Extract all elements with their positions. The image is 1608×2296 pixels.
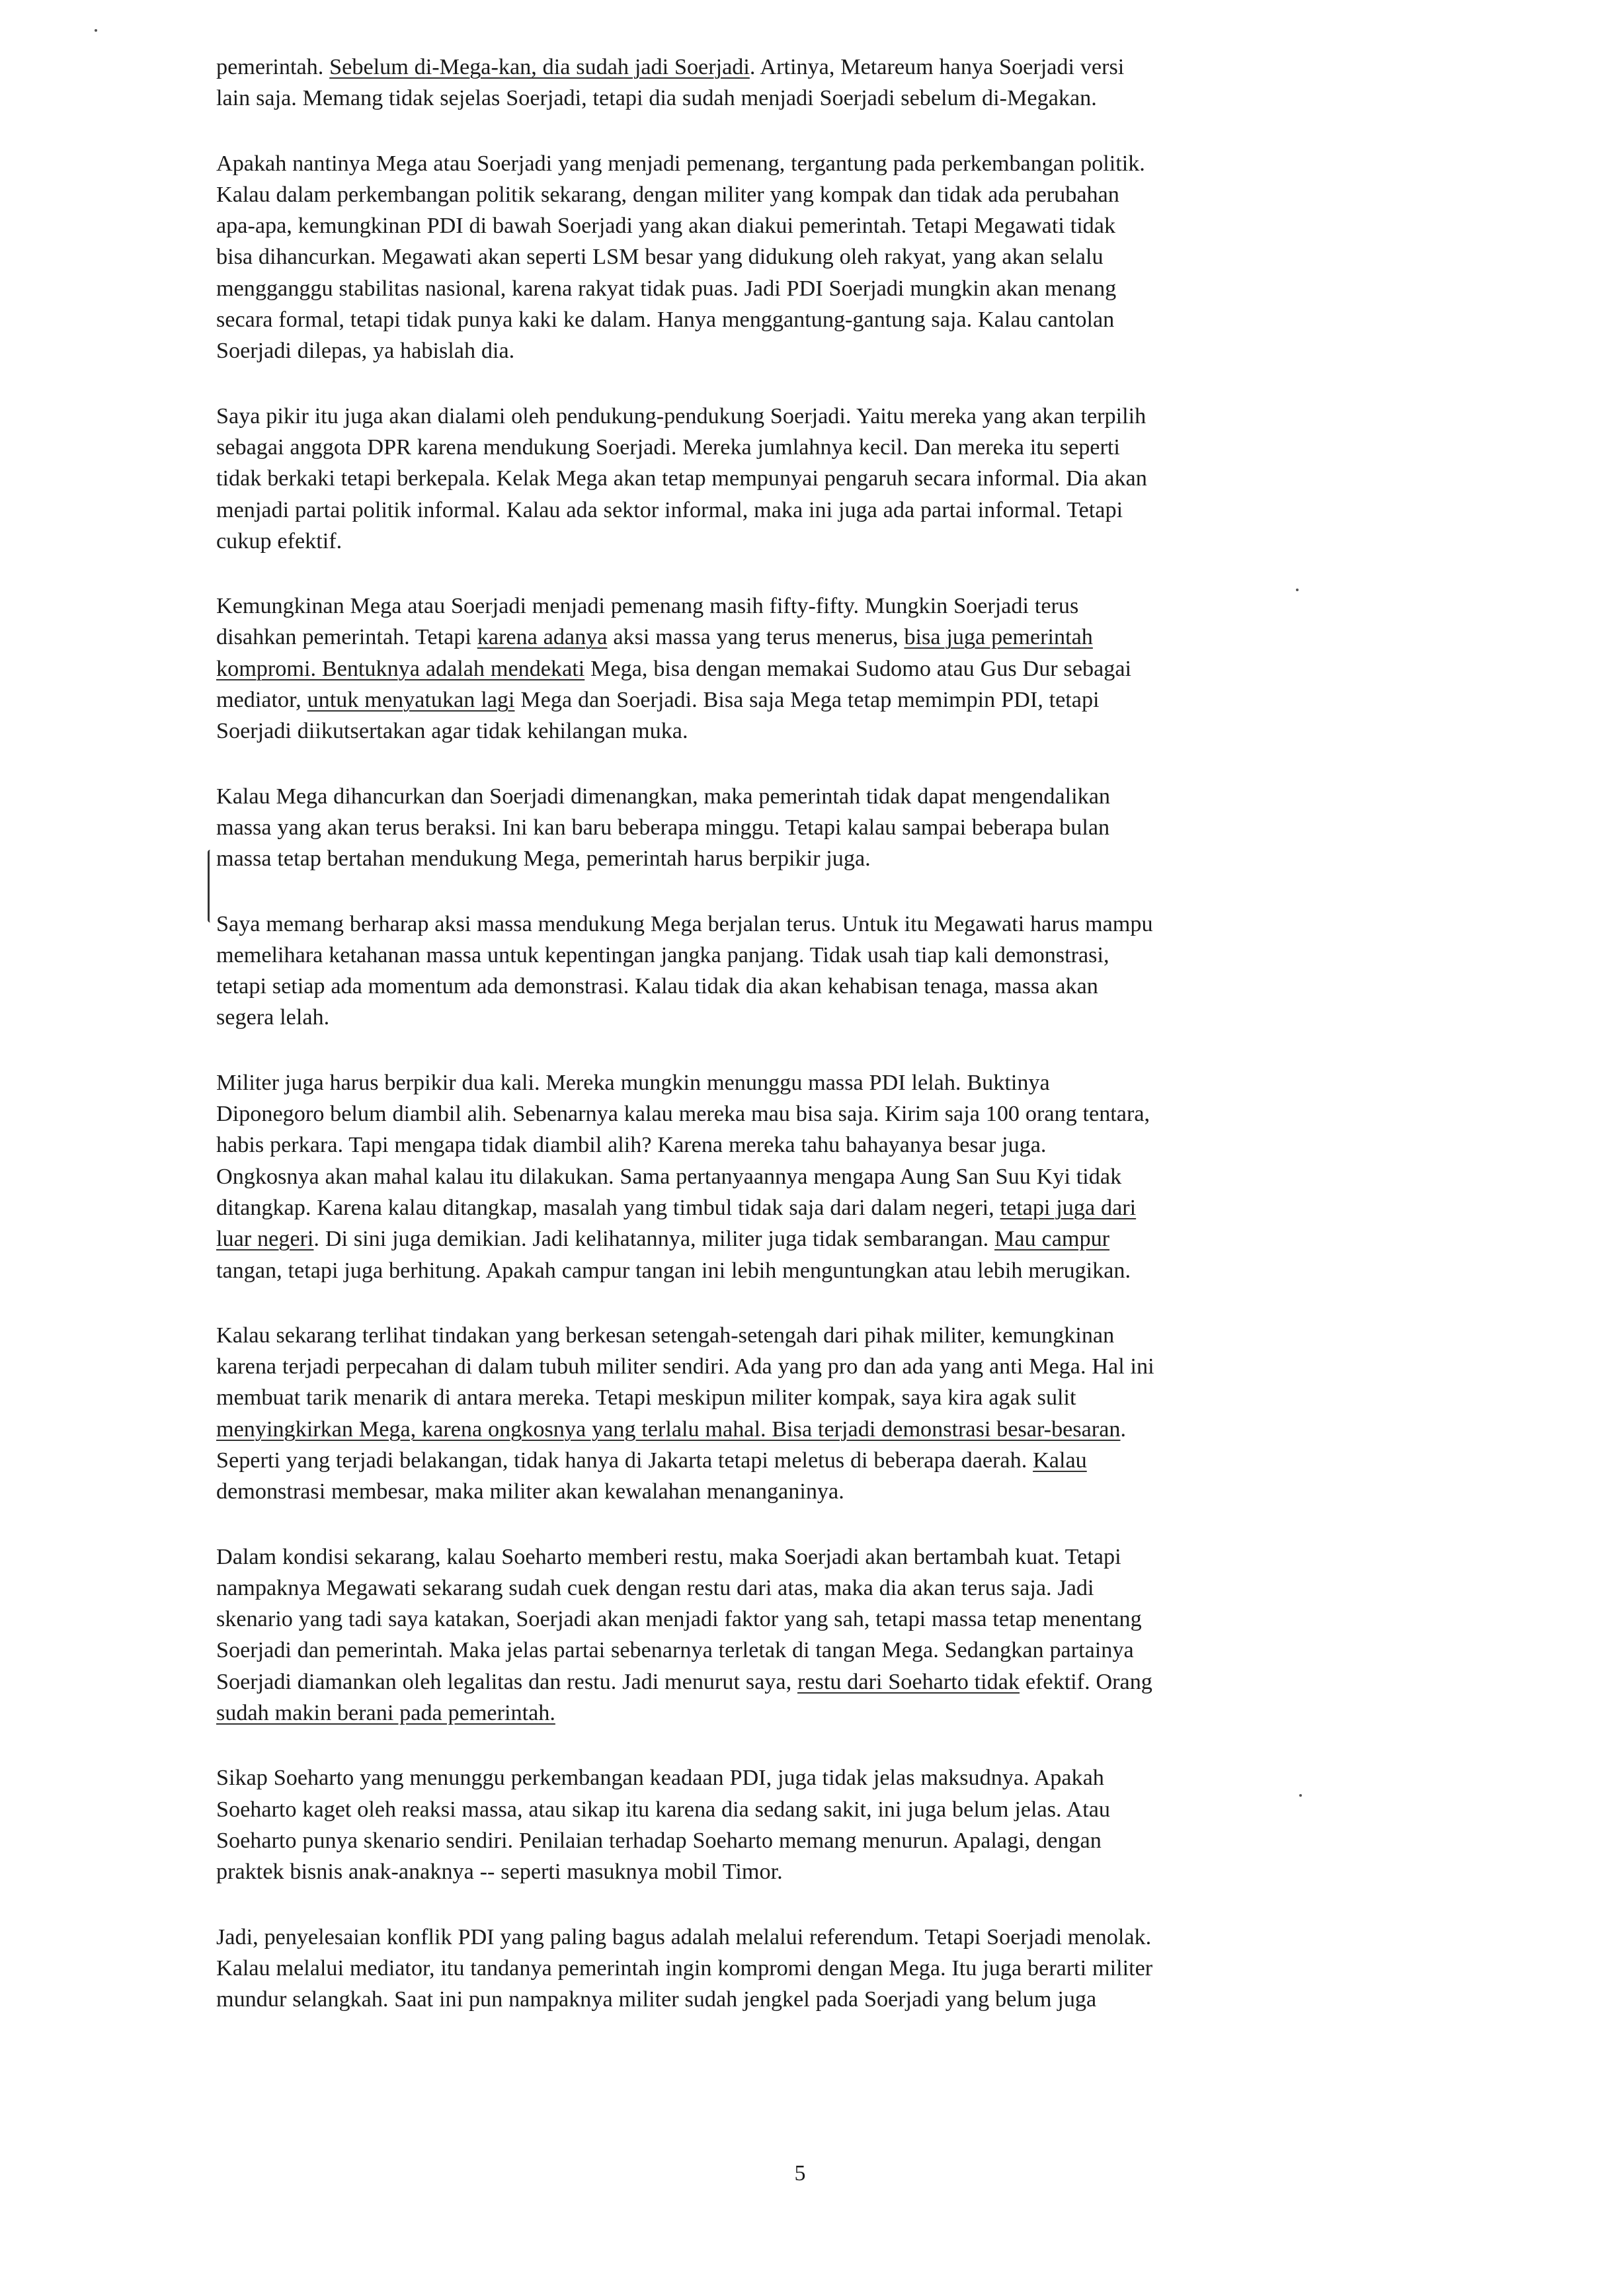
text-line [216, 940, 1383, 971]
handwritten-underline-text: Mau campur [994, 1227, 1110, 1252]
text-segment: Kalau sekarang terlihat tindakan yang berkesan setengah-setengah dari pihak militer, kemungkinan [216, 1323, 1115, 1348]
handwritten-underline-text: luar negeri [216, 1227, 314, 1252]
paragraph [216, 1762, 1383, 1887]
page-number: 5 [794, 2161, 806, 2186]
text-line [216, 843, 1383, 874]
text-line [216, 52, 1383, 83]
text-segment: lain saja. Memang tidak sejelas Soerjadi, tetapi dia sudah menjadi Soerjadi sebelum di-Megakan. [216, 86, 1097, 111]
text-segment: Soerjadi diamankan oleh legalitas dan restu. Jadi menurut saya, [216, 1669, 797, 1694]
handwritten-underline-text: Sebelum di-Mega-kan, dia sudah jadi Soerjadi [329, 55, 750, 79]
text-line [216, 432, 1383, 463]
text-segment: massa tetap bertahan mendukung Mega, pemerintah harus berpikir juga. [216, 846, 871, 872]
handwritten-underline-text: bisa juga pemerintah [904, 625, 1093, 650]
text-line [216, 812, 1383, 843]
body-text [216, 52, 1383, 2015]
text-segment: sebagai anggota DPR karena mendukung Soerjadi. Mereka jumlahnya kecil. Dan mereka itu seperti [216, 434, 1120, 460]
text-segment: Mega, bisa dengan memakai Sudomo atau Gus Dur sebagai [584, 656, 1132, 681]
text-line [216, 1476, 1383, 1507]
text-segment: Kalau melalui mediator, itu tandanya pemerintah ingin kompromi dengan Mega. Itu juga berarti militer [216, 1955, 1153, 1981]
scan-speck [1296, 589, 1299, 591]
text-segment: aksi massa yang terus menerus, [607, 625, 904, 650]
paragraph [216, 1922, 1383, 2016]
paragraph [216, 591, 1383, 747]
text-segment: karena terjadi perpecahan di dalam tubuh militer sendiri. Ada yang pro dan ada yang anti Mega. Hal ini [216, 1354, 1154, 1379]
text-segment: Jadi, penyelesaian konflik PDI yang paling bagus adalah melalui referendum. Tetapi Soerjadi menolak. [216, 1924, 1152, 1949]
text-segment: secara formal, tetapi tidak punya kaki ke dalam. Hanya menggantung-gantung saja. Kalau cantolan [216, 308, 1115, 333]
text-line [216, 1984, 1383, 2015]
text-segment: ditangkap. Karena kalau ditangkap, masalah yang timbul tidak saja dari dalam negeri, [216, 1195, 1000, 1220]
text-line [216, 1351, 1383, 1382]
text-segment: Soerjadi dilepas, ya habislah dia. [216, 339, 515, 364]
text-segment: . Artinya, Metareum hanya Soerjadi versi [749, 55, 1125, 79]
handwritten-underline-text: tetapi juga dari [1000, 1195, 1137, 1220]
paragraph [216, 781, 1383, 875]
text-segment: menjadi partai politik informal. Kalau ada sektor informal, maka ini juga ada partai informal. Tetapi [216, 497, 1123, 522]
text-segment: Soeharto kaget oleh reaksi massa, atau sikap itu karena dia sedang sakit, ini juga belum jelas. Atau [216, 1797, 1110, 1822]
text-segment: nampaknya Megawati sekarang sudah cuek dengan restu dari atas, maka dia akan terus saja. Jadi [216, 1575, 1094, 1600]
text-line [216, 1414, 1383, 1445]
text-segment: demonstrasi membesar, maka militer akan kewalahan menanganinya. [216, 1479, 844, 1504]
text-line [216, 1922, 1383, 1953]
text-segment: Kemungkinan Mega atau Soerjadi menjadi pemenang masih fifty-fifty. Mungkin Soerjadi terus [216, 594, 1079, 619]
text-line [216, 1541, 1383, 1573]
text-line [216, 1382, 1383, 1413]
text-line [216, 148, 1383, 179]
text-segment: Soerjadi dan pemerintah. Maka jelas partai sebenarnya terletak di tangan Mega. Sedangkan partainya [216, 1638, 1134, 1663]
text-segment: segera lelah. [216, 1005, 330, 1030]
text-line [216, 1445, 1383, 1476]
text-segment: efektif. Orang [1020, 1669, 1152, 1694]
text-line [216, 463, 1383, 494]
text-segment: skenario yang tadi saya katakan, Soerjadi akan menjadi faktor yang sah, tetapi massa tetap menentang [216, 1607, 1142, 1632]
handwritten-underline-text: untuk menyatukan lagi [307, 688, 515, 713]
text-segment: Apakah nantinya Mega atau Soerjadi yang menjadi pemenang, tergantung pada perkembangan politik. [216, 151, 1145, 176]
text-line [216, 1067, 1383, 1098]
text-segment: mediator, [216, 688, 307, 713]
text-segment: praktek bisnis anak-anaknya -- seperti masuknya mobil Timor. [216, 1860, 783, 1885]
text-line [216, 653, 1383, 684]
text-line [216, 1255, 1383, 1286]
text-line [216, 1320, 1383, 1351]
handwritten-underline-text: menyingkirkan Mega, karena ongkosnya yang terlalu mahal. Bisa terjadi demonstrasi besar-besaran [216, 1416, 1121, 1442]
text-line [216, 1856, 1383, 1887]
text-segment: mundur selangkah. Saat ini pun nampaknya militer sudah jengkel pada Soerjadi yang belum juga [216, 1987, 1097, 2012]
text-segment: mengganggu stabilitas nasional, karena rakyat tidak puas. Jadi PDI Soerjadi mungkin akan menang [216, 276, 1117, 301]
handwritten-underline-text: karena adanya [477, 625, 608, 650]
paragraph [216, 1320, 1383, 1508]
text-line [216, 1161, 1383, 1192]
handwritten-underline-text: restu dari Soeharto tidak [797, 1669, 1020, 1694]
text-line [216, 1666, 1383, 1698]
text-segment: Dalam kondisi sekarang, kalau Soeharto memberi restu, maka Soerjadi akan bertambah kuat. Tetapi [216, 1544, 1121, 1569]
text-line [216, 526, 1383, 557]
text-segment: disahkan pemerintah. Tetapi [216, 625, 477, 650]
paragraph [216, 909, 1383, 1034]
scan-speck [1299, 1794, 1302, 1797]
text-line [216, 1762, 1383, 1793]
text-line [216, 1098, 1383, 1129]
text-segment: Kalau dalam perkembangan politik sekarang, dengan militer yang kompak dan tidak ada perubahan [216, 182, 1119, 207]
text-line [216, 1698, 1383, 1729]
scan-speck [95, 29, 97, 32]
text-segment: pemerintah. [216, 55, 330, 79]
text-line [216, 335, 1383, 366]
text-segment: Soerjadi diikutsertakan agar tidak kehilangan muka. [216, 719, 688, 744]
text-segment: tetapi setiap ada momentum ada demonstrasi. Kalau tidak dia akan kehabisan tenaga, massa akan [216, 974, 1098, 999]
text-line [216, 1953, 1383, 1984]
text-segment: bisa dihancurkan. Megawati akan seperti LSM besar yang didukung oleh rakyat, yang akan selalu [216, 245, 1104, 270]
paragraph [216, 148, 1383, 367]
text-segment: habis perkara. Tapi mengapa tidak diambil alih? Karena mereka tahu bahayanya besar juga. [216, 1133, 1047, 1158]
text-segment: tidak berkaki tetapi berkepala. Kelak Mega akan tetap mempunyai pengaruh secara informal. Dia akan [216, 466, 1147, 491]
text-segment: massa yang akan terus beraksi. Ini kan baru beberapa minggu. Tetapi kalau sampai beberapa bulan [216, 815, 1110, 840]
text-line [216, 241, 1383, 272]
text-segment: memelihara ketahanan massa untuk kepentingan jangka panjang. Tidak usah tiap kali demonstrasi, [216, 942, 1109, 967]
text-line [216, 622, 1383, 653]
text-line [216, 1192, 1383, 1223]
text-line [216, 304, 1383, 335]
text-segment: tangan, tetapi juga berhitung. Apakah campur tangan ini lebih menguntungkan atau lebih merugikan. [216, 1258, 1131, 1283]
paragraph [216, 401, 1383, 557]
text-line [216, 1573, 1383, 1604]
paragraph [216, 1067, 1383, 1286]
text-segment: Militer juga harus berpikir dua kali. Mereka mungkin menunggu massa PDI lelah. Buktinya [216, 1070, 1050, 1095]
text-segment: Seperti yang terjadi belakangan, tidak hanya di Jakarta tetapi meletus di beberapa daerah. [216, 1448, 1033, 1473]
paragraph [216, 52, 1383, 114]
text-line [216, 179, 1383, 210]
text-segment: apa-apa, kemungkinan PDI di bawah Soerjadi yang akan diakui pemerintah. Tetapi Megawati tidak [216, 214, 1116, 239]
text-segment: Sikap Soeharto yang menunggu perkembangan keadaan PDI, juga tidak jelas maksudnya. Apakah [216, 1766, 1104, 1791]
text-line [216, 591, 1383, 622]
text-segment: Ongkosnya akan mahal kalau itu dilakukan. Sama pertanyaannya mengapa Aung San Suu Kyi tidak [216, 1164, 1122, 1189]
text-line [216, 909, 1383, 940]
text-line [216, 1129, 1383, 1161]
text-segment: . [1120, 1416, 1127, 1442]
text-line [216, 1635, 1383, 1666]
text-line [216, 1223, 1383, 1254]
handwritten-underline-text: kompromi. Bentuknya adalah mendekati [216, 656, 585, 681]
text-segment: Saya memang berharap aksi massa mendukung Mega berjalan terus. Untuk itu Megawati harus mampu [216, 911, 1153, 936]
text-line [216, 210, 1383, 241]
text-line [216, 971, 1383, 1002]
text-line [216, 716, 1383, 747]
text-line [216, 1825, 1383, 1856]
text-line [216, 781, 1383, 812]
handwritten-underline-text: sudah makin berani pada pemerintah. [216, 1701, 555, 1726]
text-segment: membuat tarik menarik di antara mereka. Tetapi meskipun militer kompak, saya kira agak sulit [216, 1385, 1076, 1411]
text-segment: Mega dan Soerjadi. Bisa saja Mega tetap memimpin PDI, tetapi [514, 688, 1100, 713]
text-segment: Soeharto punya skenario sendiri. Penilaian terhadap Soeharto memang menurun. Apalagi, dengan [216, 1828, 1102, 1853]
handwritten-underline-text: Kalau [1033, 1448, 1087, 1473]
text-line [216, 401, 1383, 432]
text-line [216, 273, 1383, 304]
text-line [216, 1794, 1383, 1825]
text-line [216, 684, 1383, 716]
text-segment: Kalau Mega dihancurkan dan Soerjadi dimenangkan, maka pemerintah tidak dapat mengendalikan [216, 784, 1110, 809]
text-segment: . Di sini juga demikian. Jadi kelihatannya, militer juga tidak sembarangan. [313, 1227, 995, 1252]
handwritten-margin-bracket [208, 850, 214, 922]
text-line [216, 1604, 1383, 1635]
text-segment: Diponegoro belum diambil alih. Sebenarnya kalau mereka mau bisa saja. Kirim saja 100 orang tentara, [216, 1102, 1150, 1127]
text-line [216, 1002, 1383, 1033]
text-segment: Saya pikir itu juga akan dialami oleh pendukung-pendukung Soerjadi. Yaitu mereka yang akan terpilih [216, 403, 1146, 429]
paragraph [216, 1541, 1383, 1729]
text-segment: cukup efektif. [216, 528, 342, 554]
text-line [216, 83, 1383, 114]
text-line [216, 495, 1383, 526]
